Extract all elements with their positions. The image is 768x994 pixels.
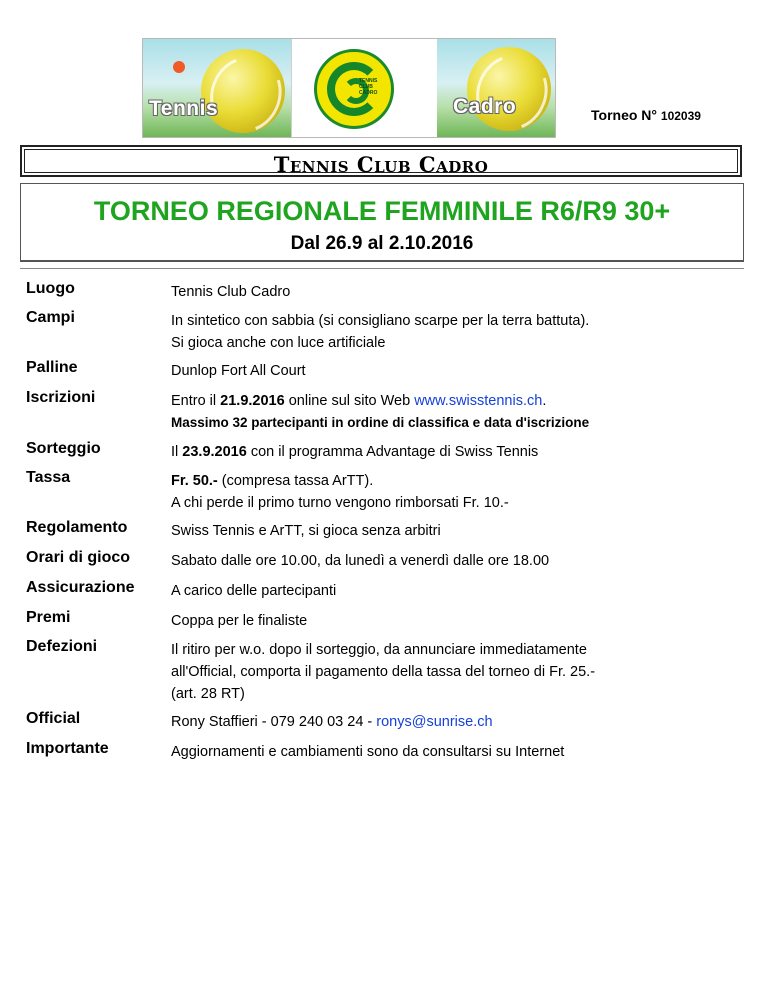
banner-word-tennis: Tennis — [149, 97, 219, 120]
row-label: Tassa — [26, 469, 71, 486]
swisstennis-link[interactable]: www.swisstennis.ch — [414, 393, 543, 409]
row-value: Dunlop Fort All Court — [171, 363, 306, 379]
row-value: Fr. 50.- (compresa tassa ArTT). A chi perde il primo turno vengono rimborsati Fr. 10.- — [171, 473, 509, 511]
tournament-box — [20, 183, 744, 262]
row-value: Sabato dalle ore 10.00, da lunedì a venerdì dalle ore 18.00 — [171, 553, 550, 569]
tennis-ball-image-right — [437, 39, 555, 137]
club-title-box — [20, 145, 742, 177]
orange-dot-icon — [173, 61, 185, 73]
row-label: Luogo — [26, 280, 75, 297]
club-title: Tennis Club Cadro — [273, 152, 489, 177]
row-label: Campi — [26, 309, 75, 326]
row-value: Il 23.9.2016 con il programma Advantage di Swiss Tennis — [171, 444, 539, 460]
divider — [20, 268, 744, 269]
row-label: Sorteggio — [26, 440, 101, 457]
header-banner — [142, 38, 556, 138]
row-label: Importante — [26, 740, 109, 757]
tournament-dates: Dal 26.9 al 2.10.2016 — [290, 233, 474, 254]
row-value: Tennis Club Cadro — [171, 284, 291, 300]
official-email-link[interactable]: ronys@sunrise.ch — [376, 714, 493, 730]
row-label: Defezioni — [26, 638, 98, 655]
tournament-title: TORNEO REGIONALE FEMMINILE R6/R9 30+ — [93, 196, 671, 226]
row-value: Aggiornamenti e cambiamenti sono da consultarsi su Internet — [171, 744, 565, 760]
row-value: Rony Staffieri - 079 240 03 24 - ronys@sunrise.ch — [171, 714, 493, 730]
row-label: Regolamento — [26, 519, 128, 536]
row-value: Coppa per le finaliste — [171, 613, 308, 629]
row-value: In sintetico con sabbia (si consigliano scarpe per la terra battuta). Si gioca anche con luce artificiale — [171, 313, 590, 351]
torneo-number-value: 102039 — [660, 109, 701, 123]
row-label: Official — [26, 710, 81, 727]
row-value: Il ritiro per w.o. dopo il sorteggio, da annunciare immediatamente all'Official, comporta il pagamento della tassa del torneo di Fr. 25.- (art. 28 RT) — [171, 642, 596, 702]
torneo-number — [591, 107, 701, 123]
logo-text: TENNIS CLUB CADRO — [359, 78, 378, 96]
row-value: A carico delle partecipanti — [171, 583, 337, 599]
row-label: Premi — [26, 609, 71, 626]
club-logo-icon — [314, 49, 394, 129]
row-value: Entro il 21.9.2016 online sul sito Web www.swisstennis.ch. Massimo 32 partecipanti in ordine di classifica e data d'iscrizione — [171, 393, 590, 430]
row-label: Palline — [26, 359, 78, 376]
torneo-label: Torneo N° — [591, 107, 658, 123]
row-label: Orari di gioco — [26, 549, 131, 566]
banner-word-cadro: Cadro — [453, 95, 517, 118]
row-label: Iscrizioni — [26, 389, 96, 406]
row-value: Swiss Tennis e ArTT, si gioca senza arbitri — [171, 523, 441, 539]
tennis-ball-image-left — [143, 39, 291, 137]
row-label: Assicurazione — [26, 579, 135, 596]
club-logo — [291, 39, 439, 137]
